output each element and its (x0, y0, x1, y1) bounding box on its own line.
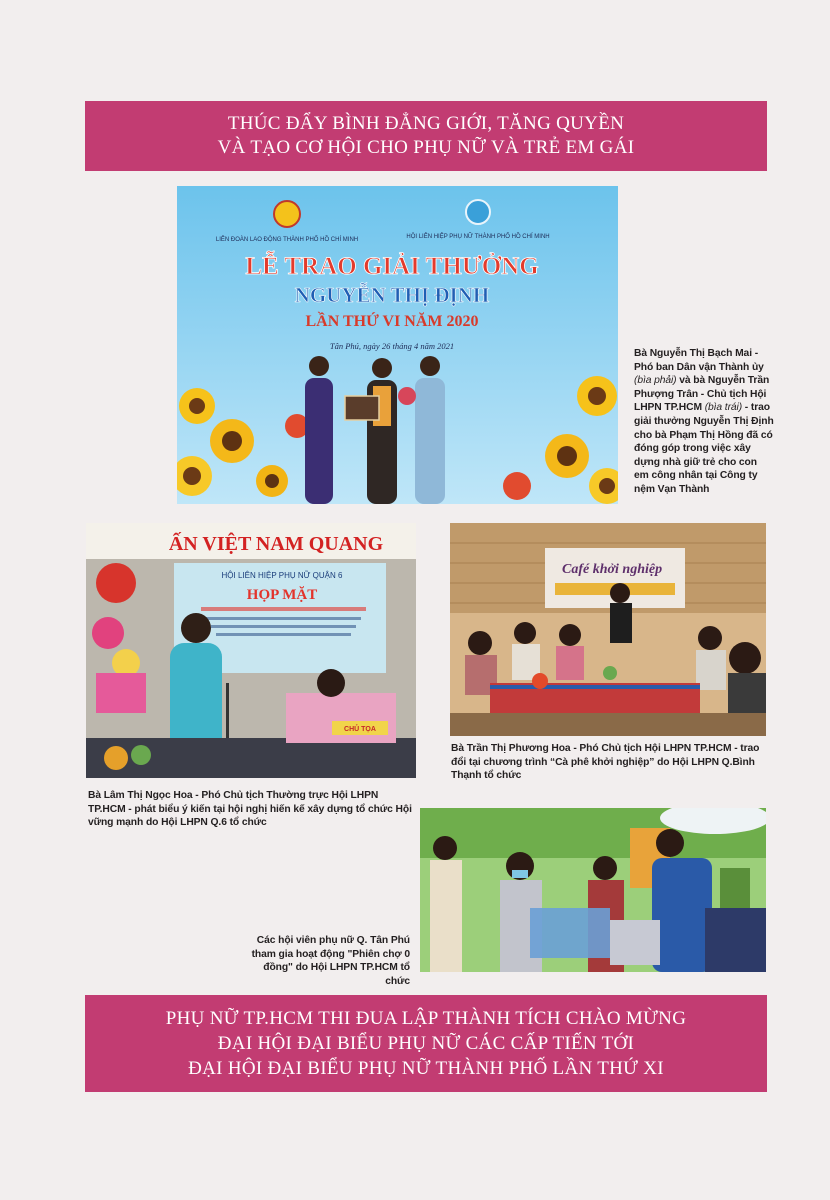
bottom-heading-line-1: PHỤ NỮ TP.HCM THI ĐUA LẬP THÀNH TÍCH CHÀO MỪNG (165, 1008, 687, 1029)
award-org-left: LIÊN ĐOÀN LAO ĐỘNG THÀNH PHỐ HỒ CHÍ MINH (215, 237, 359, 243)
top-heading-line-1: THÚC ĐẨY BÌNH ĐẲNG GIỚI, TĂNG QUYỀN (227, 113, 625, 134)
award-ceremony-photo (177, 186, 618, 504)
conference-org: HỘI LIÊN HIỆP PHỤ NỮ QUẬN 6 (221, 571, 343, 580)
top-heading-line-2: VÀ TẠO CƠ HỘI CHO PHỤ NỮ VÀ TRẺ EM GÁI (217, 137, 635, 158)
award-org-right: HỘI LIÊN HIỆP PHỤ NỮ THÀNH PHỐ HỒ CHÍ MINH (406, 234, 550, 240)
conference-title: HỌP MẶT (246, 587, 318, 603)
award-date: Tân Phú, ngày 26 tháng 4 năm 2021 (329, 341, 455, 351)
cafe-caption: Bà Trần Thị Phương Hoa - Phó Chủ tịch Hội LHPN TP.HCM - trao đổi tại chương trình “Cà phê khởi nghiệp” do Hội LHPN Q.Bình Thạnh tổ chức (451, 743, 760, 782)
award-caption: Bà Nguyễn Thị Bạch Mai - Phó ban Dân vận Thành ủy (bìa phải) và bà Nguyễn Trần Phượng Trân - Chủ tịch Hội LHPN TP.HCM (bìa trái) - trao giải thưởng Nguyễn Thị Định cho bà Phạm Thị Hồng đã có đóng góp trong việc xây dựng nhà giữ trẻ cho con em công nhân tại Công ty nệm Vạn Thành (634, 348, 774, 495)
market-caption: Các hội viên phụ nữ Q. Tân Phú tham gia hoạt động "Phiên chợ 0 đồng" do Hội LHPN TP.HCM tổ chức (251, 935, 410, 987)
bottom-heading-line-3: ĐẠI HỘI ĐẠI BIỂU PHỤ NỮ THÀNH PHỐ LẦN THỨ XI (188, 1058, 664, 1079)
market-photo (420, 808, 766, 972)
cafe-sign: Café khởi nghiệp (562, 562, 663, 577)
bottom-heading-line-2: ĐẠI HỘI ĐẠI BIỂU PHỤ NỮ CÁC CẤP TIẾN TỚI (217, 1033, 635, 1054)
bottom-heading-banner (85, 995, 767, 1092)
award-title-1: LỄ TRAO GIẢI THƯỞNG (245, 253, 539, 280)
conference-nameplate: CHỦ TỌA (344, 726, 376, 733)
award-title-3: LẦN THỨ VI NĂM 2020 (305, 313, 479, 330)
cafe-photo (450, 523, 766, 736)
conference-photo (86, 523, 416, 778)
top-heading-banner (85, 101, 767, 171)
award-title-2: NGUYỄN THỊ ĐỊNH (294, 283, 490, 307)
conference-caption: Bà Lâm Thị Ngọc Hoa - Phó Chủ tịch Thường trực Hội LHPN TP.HCM - phát biểu ý kiến tại hội nghị hiến kế xây dựng tổ chức Hội vững mạnh do Hội LHPN Q.6 tổ chức (88, 790, 412, 829)
conference-wall-banner: ẤN VIỆT NAM QUANG (168, 533, 384, 555)
